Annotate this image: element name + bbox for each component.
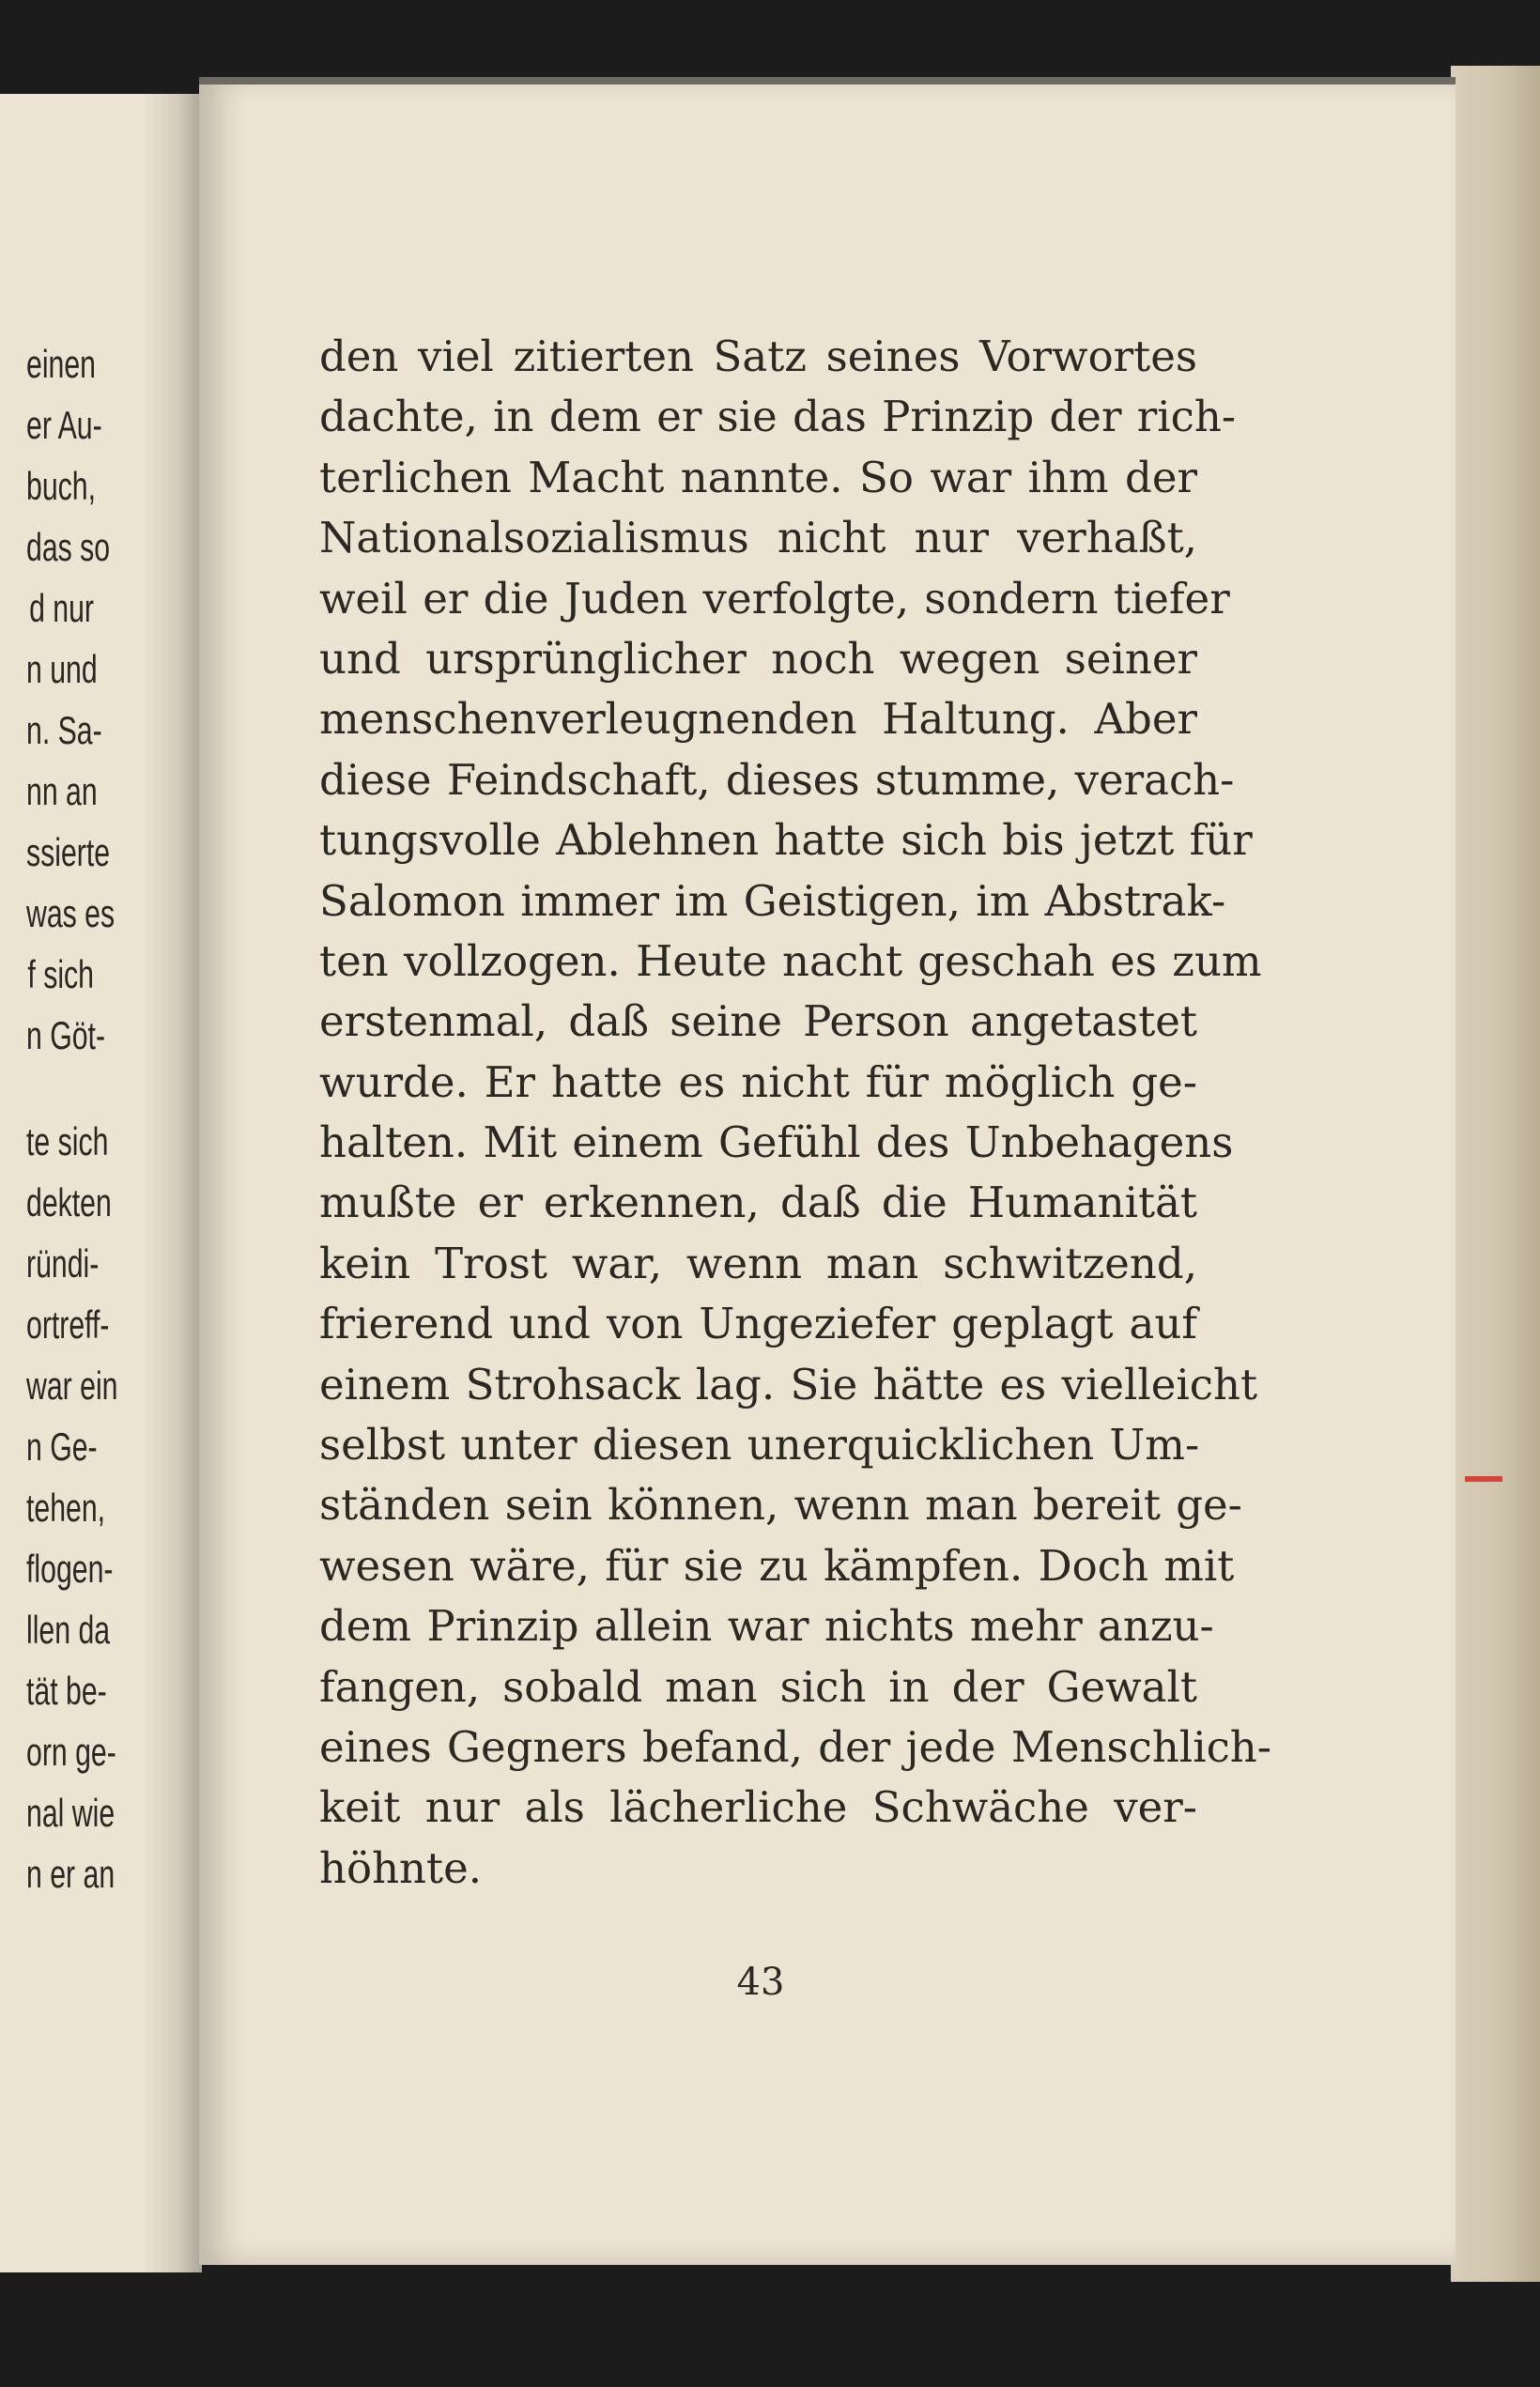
text-line: höhnte.	[319, 1842, 483, 1893]
left-page-line: orn ge-	[26, 1730, 116, 1774]
left-page-line: was es	[26, 891, 116, 935]
text-line: kein Trost war, wenn man schwitzend,	[319, 1238, 1197, 1288]
text-line: weil er die Juden verfolgte, sondern tiefer	[319, 573, 1230, 624]
left-page-line: buch,	[26, 464, 96, 508]
left-page-line: llen da	[26, 1608, 111, 1652]
left-page-line: flogen-	[26, 1547, 114, 1591]
left-page-line: f sich	[27, 952, 95, 996]
left-page-line: einen	[26, 342, 96, 386]
book-cover-edge	[1451, 66, 1540, 2282]
left-page-text	[26, 333, 118, 1904]
text-line: dem Prinzip allein war nichts mehr anzu-	[319, 1601, 1214, 1652]
left-page-line: te sich	[26, 1119, 109, 1163]
left-page-line: tehen,	[26, 1486, 106, 1530]
left-page-line	[26, 1066, 94, 1111]
text-line: Nationalsozialismus nicht nur verhaßt,	[319, 513, 1197, 563]
text-line: halten. Mit einem Gefühl des Unbehagens	[319, 1117, 1234, 1168]
text-line: und ursprünglicher noch wegen seiner	[319, 633, 1197, 684]
text-line: fangen, sobald man sich in der Gewalt	[319, 1661, 1197, 1712]
left-page-line: tät be-	[26, 1669, 107, 1713]
left-page-line: er Au-	[26, 403, 102, 447]
left-page-line: dekten	[26, 1180, 112, 1224]
left-page-line: das so	[26, 525, 111, 569]
page-top-edge	[199, 77, 1455, 85]
text-line: selbst unter diesen unerquicklichen Um-	[319, 1420, 1200, 1471]
text-line: mußte er erkennen, daß die Humanität	[319, 1178, 1197, 1228]
text-line: dachte, in dem er sie das Prinzip der rich-	[319, 392, 1237, 442]
left-page-line: ssierte	[26, 830, 111, 874]
left-page-line: n Ge-	[26, 1424, 98, 1469]
left-page-line: nal wie	[26, 1791, 116, 1835]
text-line: erstenmal, daß seine Person angetastet	[319, 996, 1197, 1047]
left-page-line: n und	[26, 647, 98, 691]
text-line: Salomon immer im Geistigen, im Abstrak-	[319, 875, 1226, 926]
text-line: menschenverleugnenden Haltung. Aber	[319, 694, 1197, 745]
text-line: tungsvolle Ablehnen hatte sich bis jetzt für	[319, 815, 1253, 866]
page-number: 43	[736, 1961, 785, 2004]
gutter-shadow	[141, 94, 202, 2272]
text-line: ten vollzogen. Heute nacht geschah es zum	[319, 935, 1262, 986]
bookmark-ribbon	[1465, 1476, 1502, 1482]
left-page-line: war ein	[26, 1363, 118, 1408]
left-page-line: d nur	[29, 586, 94, 630]
text-line: frierend und von Ungeziefer geplagt auf	[319, 1299, 1197, 1349]
text-line: diese Feindschaft, dieses stumme, verach-	[319, 754, 1235, 805]
left-page-line: n er an	[26, 1852, 116, 1896]
text-line: wesen wäre, für sie zu kämpfen. Doch mit	[319, 1540, 1235, 1591]
left-page-line: ortreff-	[26, 1302, 110, 1347]
body-text	[319, 327, 1271, 1899]
text-line: den viel zitierten Satz seines Vorwortes	[319, 331, 1197, 381]
text-line: ständen sein können, wenn man bereit ge-	[319, 1480, 1242, 1531]
left-page-line: ründi-	[26, 1241, 100, 1286]
left-page-line: n Göt-	[26, 1013, 106, 1057]
text-line: terlichen Macht nannte. So war ihm der	[319, 452, 1197, 502]
left-page-line: nn an	[26, 769, 98, 813]
text-line: einem Strohsack lag. Sie hätte es vielleicht	[319, 1359, 1258, 1409]
text-line: wurde. Er hatte es nicht für möglich ge-	[319, 1056, 1197, 1107]
text-line: keit nur als lächerliche Schwäche ver-	[319, 1782, 1197, 1833]
text-line: eines Gegners befand, der jede Menschlich-	[319, 1721, 1271, 1772]
left-page-line: n. Sa-	[26, 708, 102, 752]
